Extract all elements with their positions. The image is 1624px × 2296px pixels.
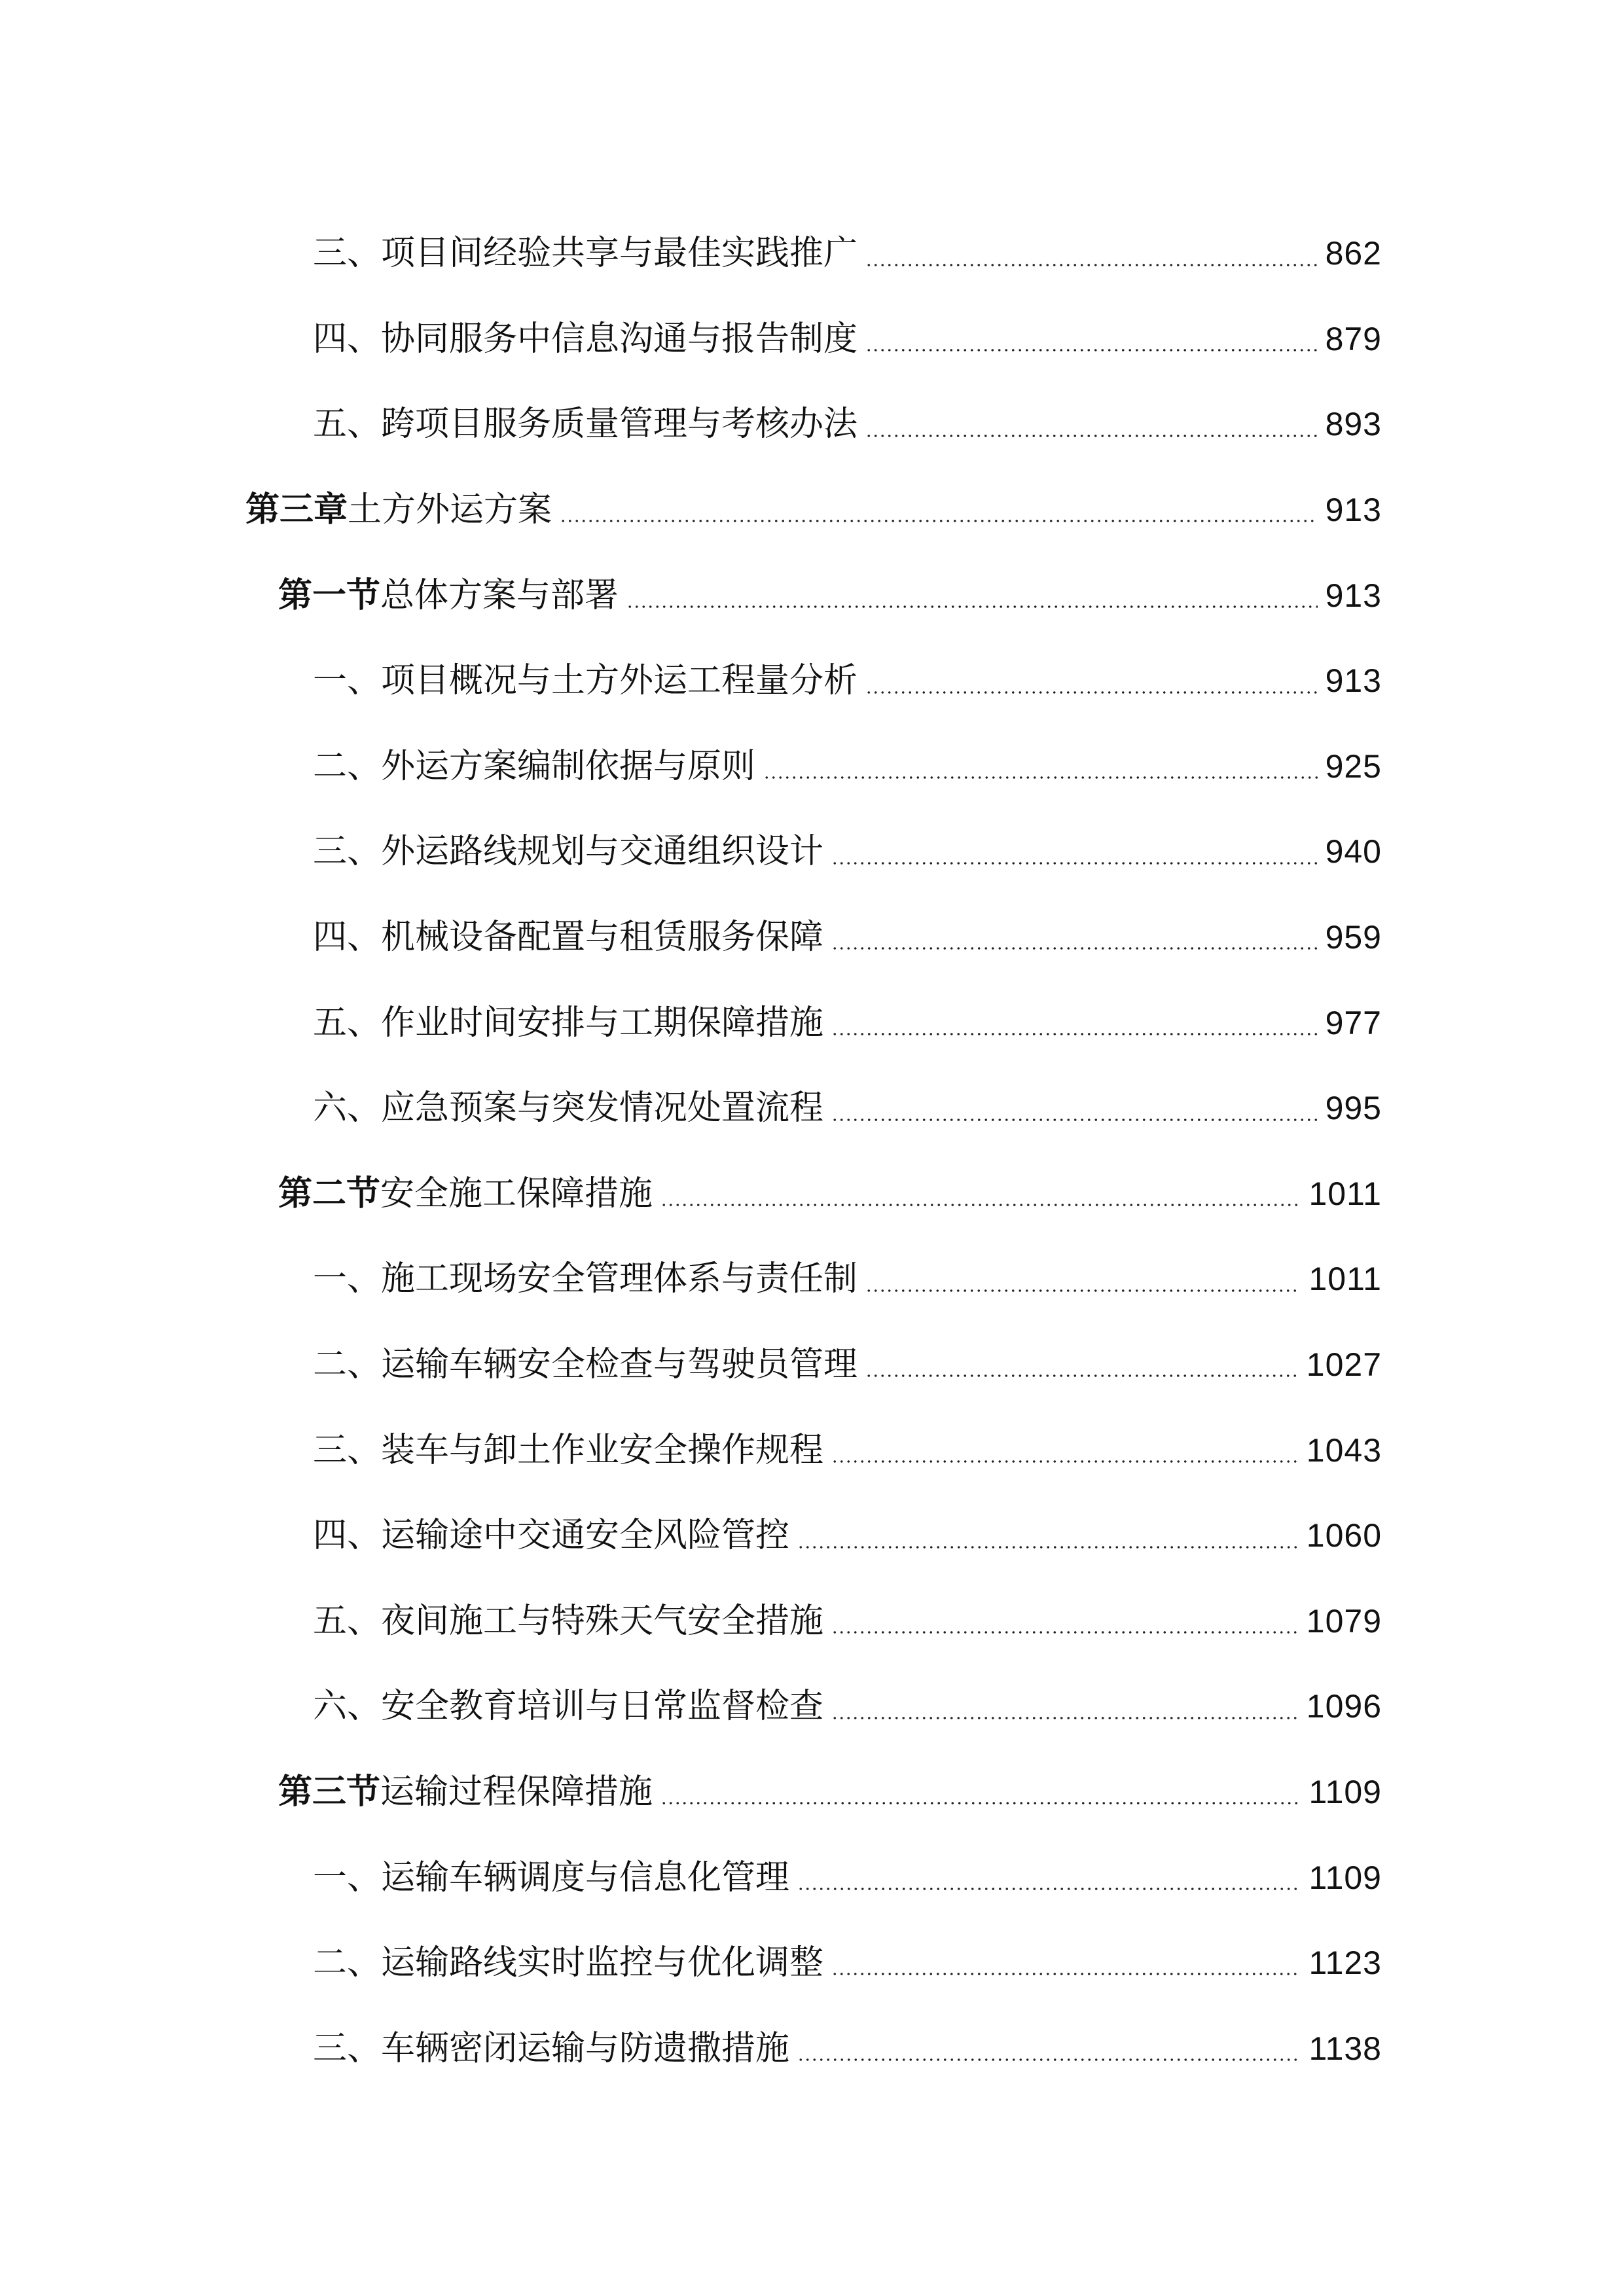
toc-entry-text: 夜间施工与特殊天气安全措施 bbox=[381, 1601, 824, 1641]
toc-entry-prefix: 六、 bbox=[313, 1687, 382, 1727]
toc-entry-text: 外运方案编制依据与原则 bbox=[381, 746, 756, 786]
toc-entry-text: 运输途中交通安全风险管控 bbox=[381, 1516, 790, 1556]
toc-page-number: 1043 bbox=[1306, 1431, 1382, 1469]
toc-entry-title bbox=[313, 918, 824, 958]
dot-leader bbox=[865, 1289, 1301, 1292]
toc-entry-text: 施工现场安全管理体系与责任制 bbox=[381, 1259, 858, 1299]
table-of-contents bbox=[0, 211, 1624, 2091]
toc-entry-title bbox=[313, 1430, 824, 1470]
toc-page-number: 1138 bbox=[1308, 2030, 1382, 2067]
toc-entry-prefix: 四、 bbox=[313, 918, 382, 958]
toc-page-number: 1079 bbox=[1306, 1602, 1382, 1640]
toc-entry-title bbox=[313, 1687, 824, 1727]
toc-entry-text: 协同服务中信息沟通与报告制度 bbox=[381, 319, 858, 359]
toc-chapter-entry[interactable] bbox=[0, 467, 1624, 553]
toc-entry[interactable] bbox=[0, 2005, 1624, 2091]
dot-leader bbox=[865, 691, 1318, 694]
toc-entry-text: 总体方案与部署 bbox=[380, 575, 619, 615]
toc-entry-title bbox=[313, 746, 756, 786]
toc-entry[interactable] bbox=[0, 296, 1624, 382]
toc-entry[interactable] bbox=[0, 980, 1624, 1066]
toc-page-number: 1011 bbox=[1308, 1261, 1382, 1298]
toc-entry-title bbox=[313, 661, 858, 701]
toc-entry-prefix: 二、 bbox=[313, 1345, 382, 1385]
toc-page-number: 1011 bbox=[1308, 1175, 1382, 1212]
toc-entry-prefix: 五、 bbox=[313, 1003, 382, 1043]
toc-entry-title bbox=[313, 1516, 790, 1556]
toc-entry-prefix: 二、 bbox=[313, 746, 382, 786]
toc-entry-text: 装车与卸土作业安全操作规程 bbox=[381, 1430, 824, 1470]
toc-entry[interactable] bbox=[0, 1835, 1624, 1920]
dot-leader bbox=[865, 1374, 1299, 1377]
toc-page-number: 925 bbox=[1325, 747, 1382, 785]
dot-leader bbox=[831, 1033, 1318, 1035]
toc-page-number: 940 bbox=[1325, 833, 1382, 870]
toc-entry[interactable] bbox=[0, 211, 1624, 296]
toc-entry-title bbox=[313, 1259, 858, 1299]
toc-entry[interactable] bbox=[0, 1322, 1624, 1408]
toc-page-number: 913 bbox=[1325, 577, 1382, 614]
toc-section-entry[interactable] bbox=[0, 1749, 1624, 1835]
toc-entry-text: 跨项目服务质量管理与考核办法 bbox=[381, 404, 858, 444]
toc-page-number: 995 bbox=[1325, 1090, 1382, 1127]
toc-entry-prefix: 六、 bbox=[313, 1088, 382, 1128]
toc-entry-text: 土方外运方案 bbox=[348, 490, 552, 530]
toc-entry-prefix: 第三章 bbox=[245, 490, 348, 530]
dot-leader bbox=[560, 520, 1318, 522]
toc-entry-text: 项目概况与土方外运工程量分析 bbox=[381, 661, 858, 701]
toc-entry-title bbox=[313, 319, 858, 359]
dot-leader bbox=[660, 1802, 1301, 1804]
toc-page-number: 1060 bbox=[1306, 1517, 1382, 1554]
toc-entry-prefix: 一、 bbox=[313, 661, 382, 701]
dot-leader bbox=[865, 349, 1318, 351]
toc-page-number: 1123 bbox=[1308, 1945, 1382, 1982]
toc-entry-title bbox=[313, 1003, 824, 1043]
toc-entry[interactable] bbox=[0, 895, 1624, 980]
dot-leader bbox=[831, 947, 1318, 950]
dot-leader bbox=[831, 1460, 1299, 1463]
toc-entry[interactable] bbox=[0, 809, 1624, 895]
toc-entry[interactable] bbox=[0, 1579, 1624, 1664]
dot-leader bbox=[831, 1119, 1318, 1121]
dot-leader bbox=[763, 776, 1318, 779]
toc-entry[interactable] bbox=[0, 724, 1624, 810]
toc-page-number: 1096 bbox=[1306, 1688, 1382, 1725]
toc-page-number: 1109 bbox=[1308, 1859, 1382, 1896]
toc-entry-title bbox=[313, 2028, 790, 2068]
dot-leader bbox=[797, 1546, 1299, 1549]
toc-entry[interactable] bbox=[0, 382, 1624, 467]
toc-section-entry[interactable] bbox=[0, 552, 1624, 638]
dot-leader bbox=[797, 1888, 1301, 1890]
toc-entry-text: 运输过程保障措施 bbox=[380, 1772, 653, 1812]
toc-entry-title bbox=[313, 404, 858, 444]
toc-entry-title bbox=[278, 1772, 653, 1812]
toc-entry-text: 外运路线规划与交通组织设计 bbox=[381, 832, 824, 872]
dot-leader bbox=[865, 264, 1318, 266]
toc-entry[interactable] bbox=[0, 1920, 1624, 2006]
toc-entry-title bbox=[313, 1601, 824, 1641]
toc-entry-text: 运输车辆调度与信息化管理 bbox=[381, 1857, 790, 1897]
toc-entry-title bbox=[313, 1857, 790, 1897]
toc-entry-title bbox=[313, 1088, 824, 1128]
toc-page-number: 913 bbox=[1325, 662, 1382, 700]
dot-leader bbox=[660, 1204, 1301, 1206]
toc-entry-title bbox=[313, 832, 824, 872]
dot-leader bbox=[797, 2058, 1301, 2061]
toc-page-number: 959 bbox=[1325, 919, 1382, 956]
toc-entry-title bbox=[313, 234, 858, 274]
toc-entry-title bbox=[313, 1943, 824, 1983]
toc-entry-text: 应急预案与突发情况处置流程 bbox=[381, 1088, 824, 1128]
toc-entry-text: 运输车辆安全检查与驾驶员管理 bbox=[381, 1345, 858, 1385]
toc-page-number: 1109 bbox=[1308, 1773, 1382, 1810]
toc-entry-title bbox=[278, 1174, 653, 1213]
toc-entry-title bbox=[245, 490, 552, 530]
toc-page-number: 893 bbox=[1325, 406, 1382, 443]
toc-entry[interactable] bbox=[0, 1066, 1624, 1151]
toc-entry-text: 安全教育培训与日常监督检查 bbox=[381, 1687, 824, 1727]
toc-entry-prefix: 第一节 bbox=[278, 575, 381, 615]
toc-page-number: 879 bbox=[1325, 320, 1382, 357]
toc-entry-text: 机械设备配置与租赁服务保障 bbox=[381, 918, 824, 958]
toc-entry[interactable] bbox=[0, 638, 1624, 724]
toc-entry-prefix: 三、 bbox=[313, 832, 382, 872]
toc-entry-prefix: 二、 bbox=[313, 1943, 382, 1983]
toc-entry-text: 作业时间安排与工期保障措施 bbox=[381, 1003, 824, 1043]
toc-entry-text: 安全施工保障措施 bbox=[380, 1174, 653, 1213]
toc-page-number: 977 bbox=[1325, 1004, 1382, 1041]
toc-entry-prefix: 四、 bbox=[313, 319, 382, 359]
toc-entry-text: 车辆密闭运输与防遗撒措施 bbox=[381, 2028, 790, 2068]
toc-entry-prefix: 五、 bbox=[313, 1601, 382, 1641]
toc-entry-prefix: 第二节 bbox=[278, 1174, 381, 1213]
toc-page-number: 862 bbox=[1325, 235, 1382, 272]
toc-section-entry[interactable] bbox=[0, 1151, 1624, 1237]
toc-entry[interactable] bbox=[0, 1664, 1624, 1749]
toc-entry-text: 运输路线实时监控与优化调整 bbox=[381, 1943, 824, 1983]
toc-entry-prefix: 第三节 bbox=[278, 1772, 381, 1812]
toc-entry[interactable] bbox=[0, 1493, 1624, 1579]
toc-entry-prefix: 一、 bbox=[313, 1857, 382, 1897]
toc-page-number: 913 bbox=[1325, 492, 1382, 529]
dot-leader bbox=[626, 605, 1318, 608]
toc-entry-title bbox=[278, 575, 619, 615]
dot-leader bbox=[831, 862, 1318, 865]
toc-entry-prefix: 一、 bbox=[313, 1259, 382, 1299]
toc-entry-prefix: 三、 bbox=[313, 2028, 382, 2068]
toc-page-number: 1027 bbox=[1306, 1346, 1382, 1384]
dot-leader bbox=[831, 1717, 1299, 1719]
toc-entry-prefix: 四、 bbox=[313, 1516, 382, 1556]
toc-entry-prefix: 三、 bbox=[313, 1430, 382, 1470]
dot-leader bbox=[865, 435, 1318, 437]
toc-entry-prefix: 三、 bbox=[313, 234, 382, 274]
dot-leader bbox=[831, 1973, 1301, 1975]
toc-entry-text: 项目间经验共享与最佳实践推广 bbox=[381, 234, 858, 274]
toc-entry[interactable] bbox=[0, 1236, 1624, 1322]
toc-entry-prefix: 五、 bbox=[313, 404, 382, 444]
toc-entry[interactable] bbox=[0, 1407, 1624, 1493]
dot-leader bbox=[831, 1631, 1299, 1634]
toc-entry-title bbox=[313, 1345, 858, 1385]
